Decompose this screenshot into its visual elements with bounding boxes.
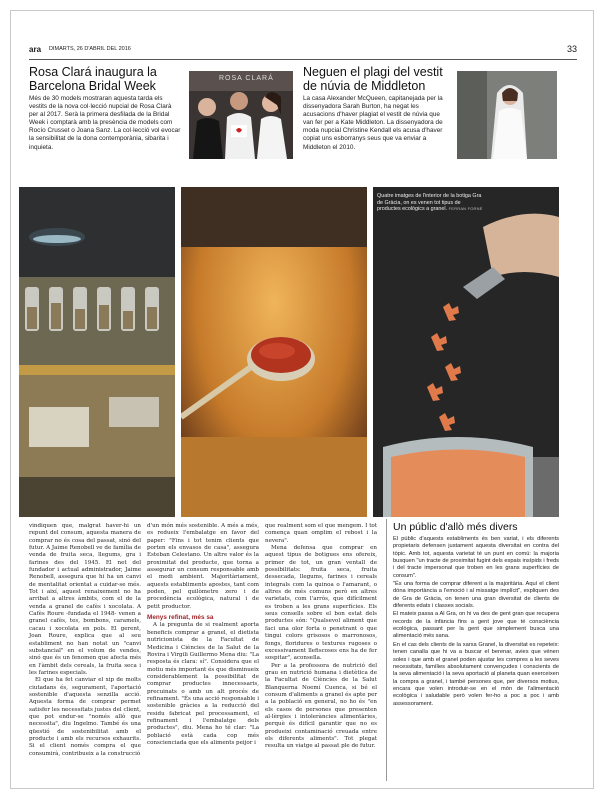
pasta-pouring-image [373,187,559,517]
paragraph: El mateix passa a Al Gra, on hi va des de gent gran que recupera records de la infància fins a gent jove que té consciència ecològica, passant per la gent que simplement busca una alimentació més sana. [393,611,559,640]
paprika-spoon-image [181,187,367,517]
paragraph: "És una forma de comprar diferent a la majoritària. Aquí el client dóna importància a l'emoció i al missatge implícit", expliquen des de Gra de Gràcia, on tenen una gran diversitat de clients de diferents edats i classes socials. [393,581,559,610]
brand-logo: ara [29,45,42,54]
paragraph: vindiquen que, malgrat haver-hi un repunt del consum, aquesta manera de comprar no és cosa del passat, sinó del futur. A Jaime Renobell ve de família de venda de fruita seca, llegums, gra i farines des del 1945. El net del fundador i actual administrador, Jaime Renobell, assegura que hi ha un canvi de mentalitat orientat a cuidar-se més. Tot i així, aquest renaixement no ha arribat a altres àmbits, com el de la venda a granel de cafès i xocolata. A Cafès Roure -fundada el 1948- venen a granel cafès, tes, bombons, caramels, cacau i xocolata en pols. El gerent, Joan Roure, explica que al seu establiment no han notat un "canvi substancial" en el volum de vendes, sinó que és un fenomen que afecta més en l'àmbit dels cereals, la fruita seca i les farines especials. [29,523,141,676]
story-rosa-clara [29,65,181,152]
paragraph: El que ha fet canviar el xip de molts ciutadans és, segurament, l'aportació sostenible d'aquesta senzilla acció. Aquesta forma de comprar permet satisfer les necessitats justes del client, que pot endur-se "només allò que necessita", diu Ingelmo. També és una qüestió de sostenibilitat amb el producte i amb els recursos exhaurits. Si el client només compra el que consumirà, contribueix a la construcció [29,677,141,757]
sidebar-box [393,521,559,709]
article-column-2 [147,523,259,747]
issue-date: DIMARTS, 26 D'ABRIL DEL 2016 [49,46,131,52]
paragraph: A la pregunta de si realment aporta beneficis comprar a granel, el dietista nutricionista de la Facultat de Medicina i Ciències de la Salut de la Rovira i Virgili Guillermo Mena diu: "La resposta és clara: sí". Considera que el motiu més important és que disminueix considerablement la possibilitat de comprar productes innecessaris, precuinats o amb un alt procés de refinament. "És una acció responsable i sostenible gràcies a la reducció del residu fabricat pel processament, el refinament i l'embalatge dels productes", diu. Mena ho té clar: "La població està cada cop més conscienciada que els aliments peijor i [147,622,259,746]
bride-image [457,71,557,159]
sidebar-title: Un públic d'allò més divers [393,521,518,533]
newspaper-page [10,10,594,789]
paragraph: d'un món més sostenible. A més a més, es redueix l'embalatge en favor del paper: "Fins i tot tenim clients que porten els envasos de casa", assegura Esteban Celestano. Un altre valor és la proximitat del producte, que torna a assegurar un consum responsable amb el medi ambient. Majoritàriament, aquests establiments apostes, tant com poden, pel quilòmetre zero i de procedència ecològica, natural i de petit productor. [147,523,259,610]
sidebar-body [393,536,559,708]
photo-brand-text: ROSA CLARÁ [219,75,274,82]
story-title: Rosa Clará inaugura la Barcelona Bridal Week [29,65,157,93]
paragraph: que realment som el que mengem. I tot comença quan omplim el rebost i la nevera". [265,523,377,544]
page-number: 33 [566,44,577,54]
caption-text: Quatre imatges de l'interior de la botiga Gra de Gràcia, on es venen tot tipus de productes ecològics a granel. [377,193,482,213]
section-subhead: Menys refinat, més sa [147,614,214,622]
article-column-3 [265,523,377,751]
paragraph: El públic d'aquests establiments és ben variat, i els diferents propietaris defensen justament aquesta diversitat en contra del tòpic. Amb tot, aquesta varietat té un punt en comú: la majoria busquen "un tracte de proximitat fugint dels espais insípids i freds i del tracte impersonal que troben en les grans superfícies de consum". [393,536,559,579]
paragraph: Per a la professora de nutrició del grau en nutrició humana i dietètica de la Facultat de Ciències de la Salut Blanquerna Noemí Cuenca, si bé el consum d'aliments a granel és apte per a la població en general, no ho és "en els casos de persones que presenten al·lèrgies i intoleràncies alimentàries, perquè és difícil garantir que no es produeixi contaminació creuada entre els diferents aliments". Tot plegat resulta un viatge al passat ple de futur. [265,662,377,750]
wedding-photo [457,71,557,159]
spice-spoon-photo [181,187,367,517]
story-body: Més de 30 models mostraran aquesta tarda els vestits de la nova col·lecció nupcial de Rosa Clarà per al 2017. Serà la primera desfilada de la Bridal Week i comptarà amb la presència de models com Rocío Crusset o Joana Sanz. La col·lecció vol evocar la sensibilitat de la dona contemporània, sibarita i inquieta. [29,95,181,151]
story-middleton [303,65,451,152]
column-divider [386,519,387,781]
photo-credit: FERRAN FORNÉ [448,206,483,212]
story-title: Neguen el plagi del vestit de núvia de Middleton [303,65,443,93]
store-shelves-image [19,187,175,517]
paragraph: Mena defensa que comprar en aquest tipus de botigues ens ofereix, primer de tot, un gran ventall de possibilitats: fruita seca, fruita dessecada, llegums, farines i cereals integrals com la quinoa o l'amarant, o altres de més comuns però en altres varietats, com l'arròs, que difícilment es troben a les grans superfícies. Els seus consells sobre el bon estat dels productes són: "Qualsevol aliment que faci una olor forta o penetrant o que tingui colors grisosos o marronosos, fongs, floridures o textures rugoses o excessivament llefiscoses ens ha de fer sospitar", aconsella. [265,545,377,662]
paragraph: En el cas dels clients de la xarxa Granel, la diversitat es repeteix: tenen canalla que hi va a buscar el berenar, avies que vénen soles i que amb el granel poden ajustar les compres a les seves necessitats, famílies absolutament convençudes i conscients de la seva alimentació i la seva aportació al planeta quan exerceixen la compra a granel, i també persones que, per diversos motius, encara que volen introduir-se en el món de l'alimentació ecològica i saludable però volen fer-ho a poc a poc i amb assessorament. [393,641,559,707]
story-body: La casa Alexander McQueen, capitanejada per la dissenyadora Sarah Burton, ha negat les acusacions d'haver plagiat el vestit de núvia que van fer per a Kate Middleton. La dissenyadora de moda nupcial Christine Kendall els acusa d'haver copiat uns esborranys seus que va enviar a Middleton el 2010. [303,95,443,151]
pasta-scoop-photo [373,187,559,517]
photo-caption [377,193,485,213]
article-column-1 [29,523,141,758]
page-header [29,43,577,60]
rosa-clara-photo [189,71,293,159]
shop-interior-photo [19,187,175,517]
fashion-event-image [189,71,293,159]
